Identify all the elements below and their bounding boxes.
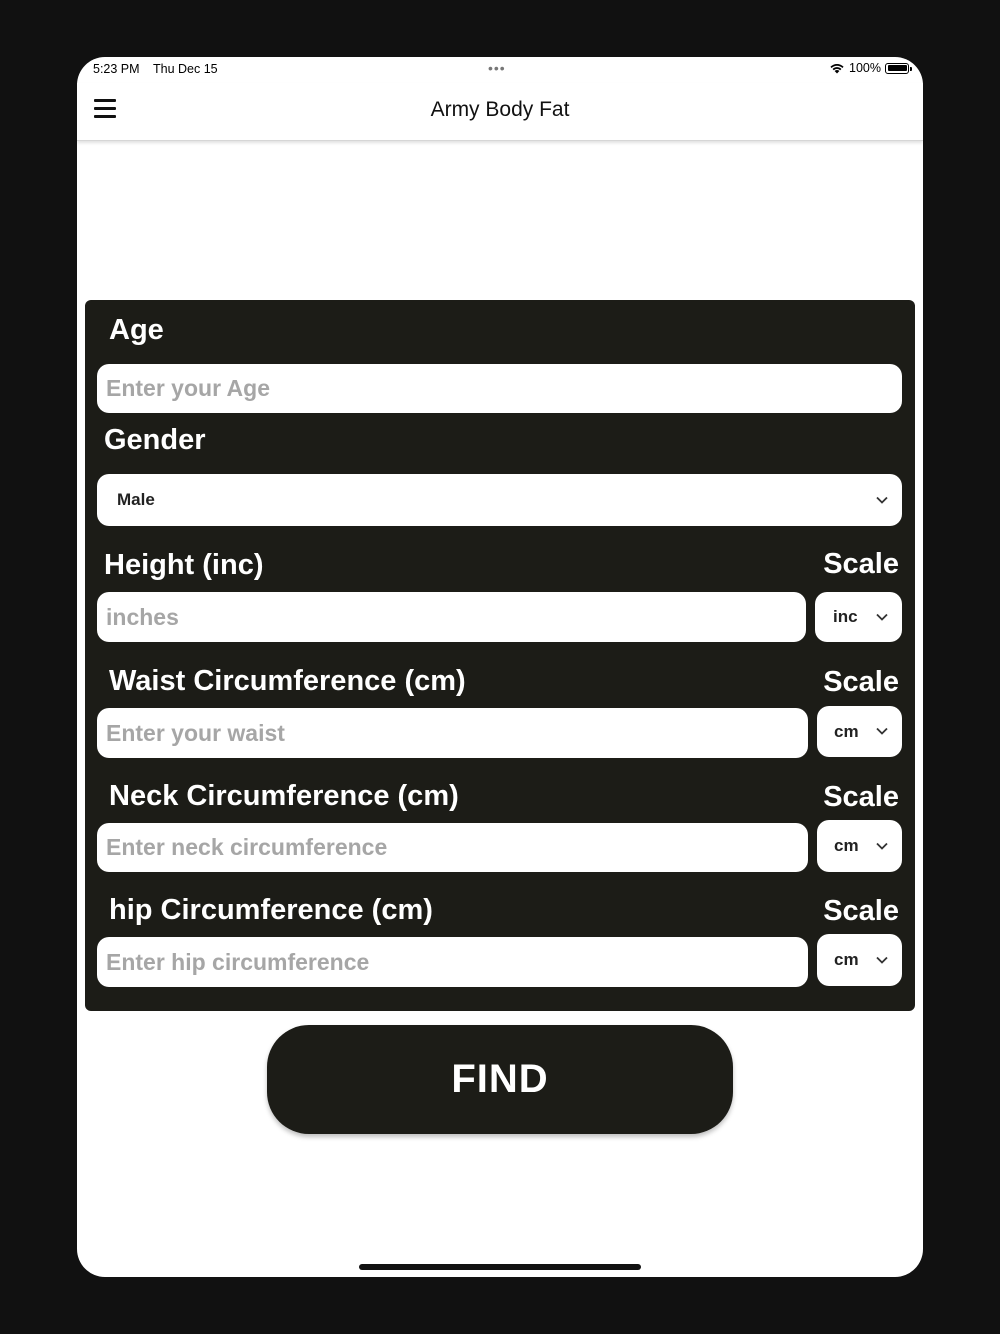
height-label: Height (inc) [104,549,264,581]
find-button[interactable]: FIND [267,1025,733,1134]
chevron-down-icon [876,613,888,621]
hip-label: hip Circumference (cm) [109,894,433,926]
hip-unit-select[interactable] [817,934,902,986]
height-unit-select[interactable] [815,592,902,642]
gender-label: Gender [104,424,206,456]
chevron-down-icon [876,496,888,504]
neck-input[interactable] [97,823,808,872]
status-indicators [829,61,909,75]
multitasking-dots-icon[interactable]: ••• [488,60,506,76]
chevron-down-icon [876,842,888,850]
waist-input[interactable] [97,708,808,758]
age-label: Age [109,314,164,346]
home-indicator[interactable] [359,1264,641,1270]
page-title: Army Body Fat [430,98,570,121]
status-date: Thu Dec 15 [153,62,218,76]
waist-scale-label: Scale [823,666,899,698]
hip-placeholder: Enter hip circumference [106,948,370,975]
battery-percent: 100% [849,61,881,75]
hip-scale-label: Scale [823,895,899,927]
neck-placeholder: Enter neck circumference [106,834,388,860]
neck-label: Neck Circumference (cm) [109,780,459,812]
app-window [77,57,923,1277]
age-placeholder: Enter your Age [106,375,271,401]
neck-unit-select[interactable] [817,820,902,872]
age-input[interactable] [97,364,902,413]
height-placeholder: inches [106,603,179,630]
waist-label: Waist Circumference (cm) [109,665,466,697]
height-input[interactable] [97,592,806,642]
waist-unit-select[interactable] [817,706,902,757]
body-fat-form [85,300,915,1011]
height-unit-value: inc [833,607,858,626]
gender-select[interactable] [97,474,902,526]
neck-scale-label: Scale [823,781,899,813]
waist-unit-value: cm [834,721,859,741]
neck-unit-value: cm [834,836,859,855]
status-time: 5:23 PM [93,62,140,76]
status-bar [77,57,923,83]
wifi-icon [829,62,845,74]
gender-selected-value: Male [117,490,155,509]
hip-unit-value: cm [834,950,859,969]
hip-input[interactable] [97,937,808,987]
height-scale-label: Scale [823,548,899,580]
battery-icon [885,63,909,74]
waist-placeholder: Enter your waist [106,719,285,746]
chevron-down-icon [876,727,888,735]
chevron-down-icon [876,956,888,964]
navigation-bar [77,83,923,141]
